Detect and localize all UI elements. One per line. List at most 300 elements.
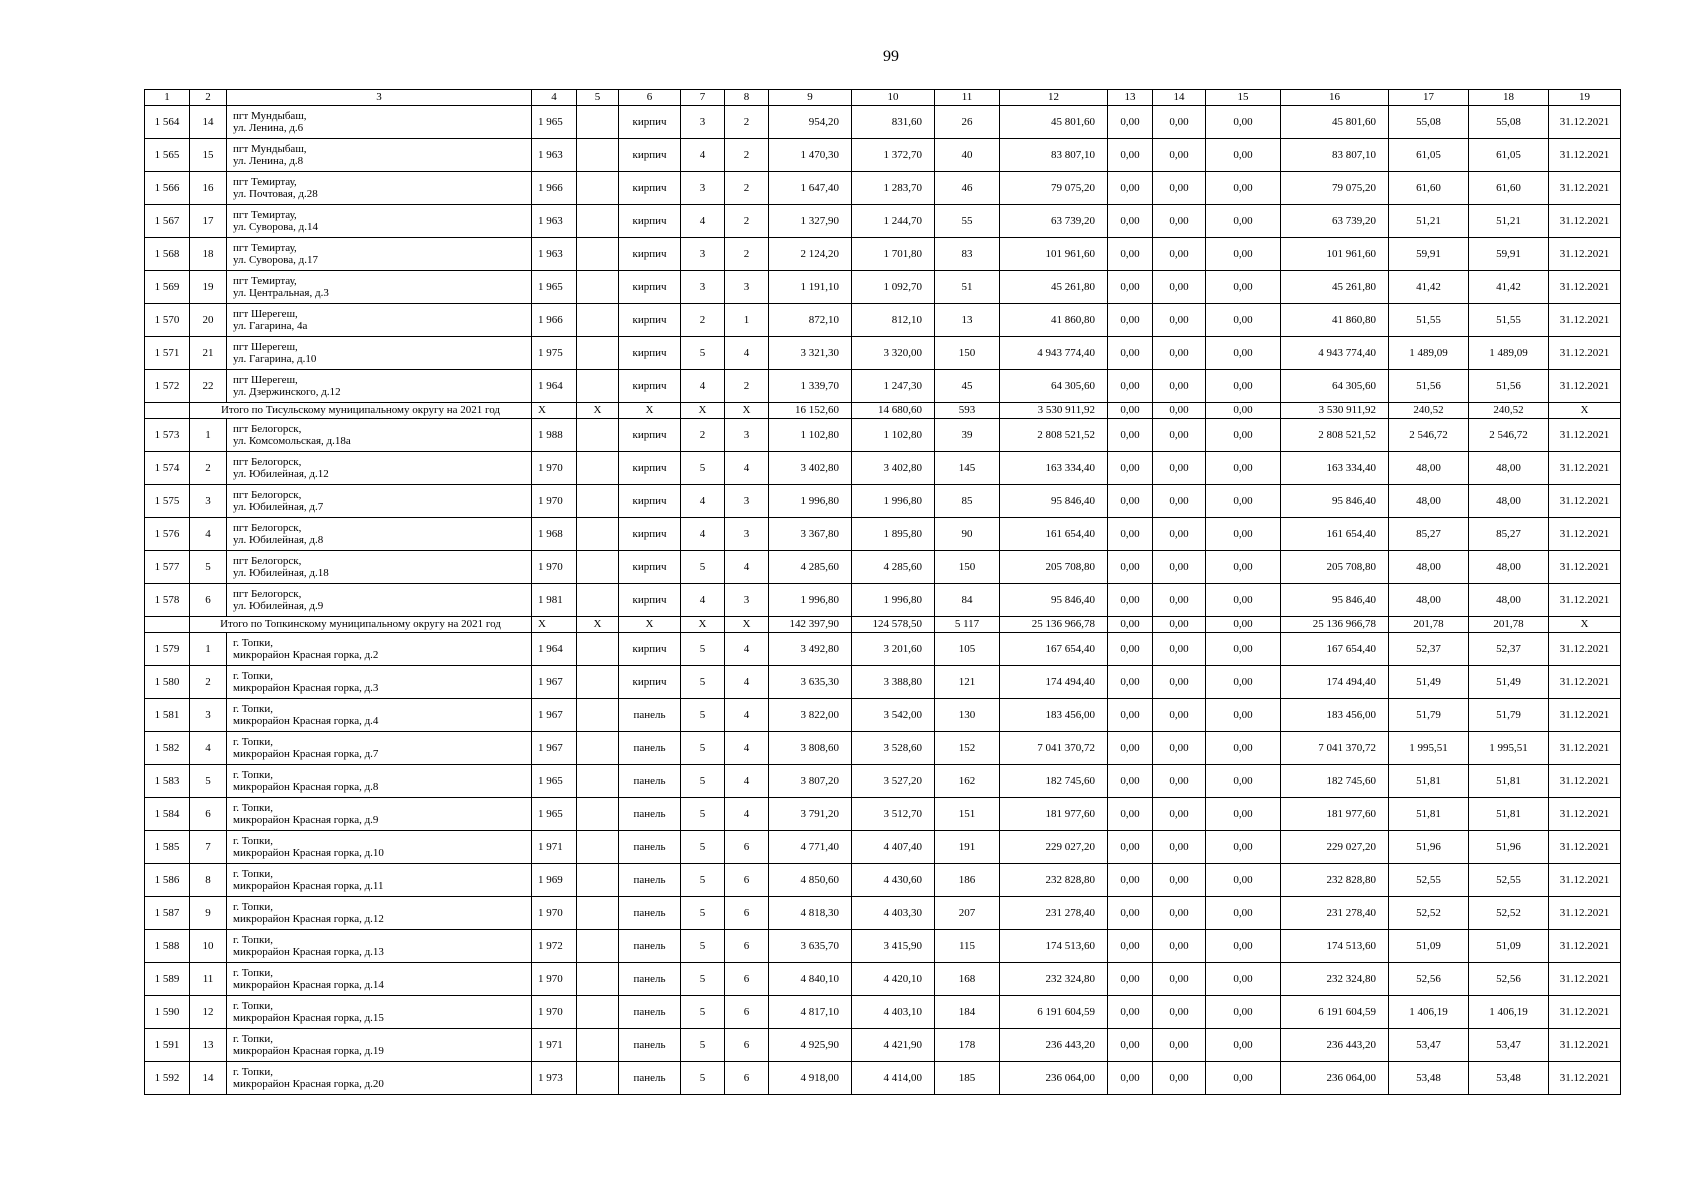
deadline: 31.12.2021 [1549, 139, 1621, 172]
address [227, 205, 532, 238]
max-unit-cost: 1 489,09 [1469, 337, 1549, 370]
table-row [145, 205, 1621, 238]
row-number: 1 569 [145, 271, 190, 304]
total-cost: 229 027,20 [1000, 831, 1108, 864]
total-wall-material: X [619, 617, 681, 633]
col-5 [577, 897, 619, 930]
total-area: 1 327,90 [769, 205, 852, 238]
residents: 13 [935, 304, 1000, 337]
floors: 5 [681, 765, 725, 798]
subject-budget: 0,00 [1153, 897, 1206, 930]
unit-cost: 41,42 [1389, 271, 1469, 304]
address-locality: пгт Белогорск, [233, 456, 302, 468]
col-5 [577, 238, 619, 271]
residents: 207 [935, 897, 1000, 930]
unit-cost: 51,81 [1389, 798, 1469, 831]
residents: 178 [935, 1029, 1000, 1062]
floors: 2 [681, 419, 725, 452]
deadline: 31.12.2021 [1549, 996, 1621, 1029]
subject-budget: 0,00 [1153, 419, 1206, 452]
floors: 5 [681, 996, 725, 1029]
owners-funds: 181 977,60 [1281, 798, 1389, 831]
unit-cost: 61,60 [1389, 172, 1469, 205]
unit-cost: 61,05 [1389, 139, 1469, 172]
fund-cost: 0,00 [1108, 518, 1153, 551]
floors: 5 [681, 963, 725, 996]
unit-cost: 48,00 [1389, 551, 1469, 584]
residents: 83 [935, 238, 1000, 271]
entrances: 3 [725, 584, 769, 617]
address-locality: г. Топки, [233, 868, 274, 880]
total-entrances: X [725, 617, 769, 633]
residents: 130 [935, 699, 1000, 732]
deadline: 31.12.2021 [1549, 518, 1621, 551]
year-built: 1 970 [532, 452, 577, 485]
deadline: 31.12.2021 [1549, 798, 1621, 831]
col-5 [577, 172, 619, 205]
wall-material: кирпич [619, 337, 681, 370]
column-header-13: 13 [1108, 90, 1153, 106]
local-number: 11 [190, 963, 227, 996]
total-area: 954,20 [769, 106, 852, 139]
table-row [145, 419, 1621, 452]
table-row [145, 139, 1621, 172]
fund-cost: 0,00 [1108, 864, 1153, 897]
local-number: 4 [190, 732, 227, 765]
municipal-budget: 0,00 [1206, 864, 1281, 897]
local-number: 14 [190, 106, 227, 139]
local-number: 15 [190, 139, 227, 172]
table-row [145, 1062, 1621, 1095]
address-street: микрорайон Красная горка, д.11 [233, 880, 384, 892]
owners-funds: 161 654,40 [1281, 518, 1389, 551]
row-number: 1 575 [145, 485, 190, 518]
local-number: 18 [190, 238, 227, 271]
column-header-8: 8 [725, 90, 769, 106]
local-number: 19 [190, 271, 227, 304]
row-number: 1 585 [145, 831, 190, 864]
subject-budget: 0,00 [1153, 518, 1206, 551]
deadline: 31.12.2021 [1549, 666, 1621, 699]
max-unit-cost: 51,79 [1469, 699, 1549, 732]
fund-cost: 0,00 [1108, 139, 1153, 172]
owners-funds: 79 075,20 [1281, 172, 1389, 205]
max-unit-cost: 61,05 [1469, 139, 1549, 172]
total-residents: 5 117 [935, 617, 1000, 633]
address-locality: пгт Шерегеш, [233, 308, 298, 320]
entrances: 4 [725, 666, 769, 699]
address [227, 304, 532, 337]
municipal-budget: 0,00 [1206, 304, 1281, 337]
owners-funds: 2 808 521,52 [1281, 419, 1389, 452]
municipal-budget: 0,00 [1206, 106, 1281, 139]
residents: 191 [935, 831, 1000, 864]
address [227, 930, 532, 963]
column-header-12: 12 [1000, 90, 1108, 106]
total-cost: 41 860,80 [1000, 304, 1108, 337]
deadline: 31.12.2021 [1549, 485, 1621, 518]
max-unit-cost: 1 406,19 [1469, 996, 1549, 1029]
unit-cost: 59,91 [1389, 238, 1469, 271]
total-unit-cost: 240,52 [1389, 403, 1469, 419]
column-header-5: 5 [577, 90, 619, 106]
address-locality: г. Топки, [233, 802, 274, 814]
subject-budget: 0,00 [1153, 864, 1206, 897]
address-locality: пгт Темиртау, [233, 242, 297, 254]
living-area: 3 201,60 [852, 633, 935, 666]
total-total-area: 16 152,60 [769, 403, 852, 419]
floors: 4 [681, 518, 725, 551]
municipal-budget: 0,00 [1206, 666, 1281, 699]
floors: 3 [681, 271, 725, 304]
entrances: 3 [725, 485, 769, 518]
max-unit-cost: 51,09 [1469, 930, 1549, 963]
address-street: ул. Юбилейная, д.9 [233, 600, 324, 612]
year-built: 1 965 [532, 798, 577, 831]
municipal-budget: 0,00 [1206, 238, 1281, 271]
max-unit-cost: 55,08 [1469, 106, 1549, 139]
deadline: 31.12.2021 [1549, 1029, 1621, 1062]
floors: 4 [681, 139, 725, 172]
total-cost: 163 334,40 [1000, 452, 1108, 485]
subject-budget: 0,00 [1153, 666, 1206, 699]
residents: 121 [935, 666, 1000, 699]
year-built: 1 971 [532, 1029, 577, 1062]
total-cost: 2 808 521,52 [1000, 419, 1108, 452]
row-number: 1 582 [145, 732, 190, 765]
col-5 [577, 205, 619, 238]
wall-material: панель [619, 963, 681, 996]
total-area: 4 818,30 [769, 897, 852, 930]
year-built: 1 963 [532, 238, 577, 271]
address [227, 370, 532, 403]
table-row [145, 666, 1621, 699]
municipal-budget: 0,00 [1206, 699, 1281, 732]
living-area: 1 996,80 [852, 584, 935, 617]
owners-funds: 229 027,20 [1281, 831, 1389, 864]
year-built: 1 969 [532, 864, 577, 897]
entrances: 3 [725, 419, 769, 452]
owners-funds: 231 278,40 [1281, 897, 1389, 930]
address [227, 452, 532, 485]
floors: 5 [681, 831, 725, 864]
wall-material: кирпич [619, 452, 681, 485]
address-locality: пгт Белогорск, [233, 489, 302, 501]
col-5 [577, 485, 619, 518]
local-number: 6 [190, 798, 227, 831]
living-area: 1 102,80 [852, 419, 935, 452]
address [227, 831, 532, 864]
subject-budget: 0,00 [1153, 798, 1206, 831]
year-built: 1 966 [532, 172, 577, 205]
col-5 [577, 106, 619, 139]
entrances: 6 [725, 1029, 769, 1062]
max-unit-cost: 61,60 [1469, 172, 1549, 205]
max-unit-cost: 51,96 [1469, 831, 1549, 864]
local-number: 1 [190, 633, 227, 666]
address [227, 996, 532, 1029]
address [227, 584, 532, 617]
wall-material: кирпич [619, 205, 681, 238]
row-number: 1 567 [145, 205, 190, 238]
deadline: 31.12.2021 [1549, 1062, 1621, 1095]
unit-cost: 1 489,09 [1389, 337, 1469, 370]
living-area: 4 407,40 [852, 831, 935, 864]
total-residents: 593 [935, 403, 1000, 419]
total-area: 1 191,10 [769, 271, 852, 304]
address-street: микрорайон Красная горка, д.20 [233, 1078, 384, 1090]
total-area: 872,10 [769, 304, 852, 337]
unit-cost: 48,00 [1389, 485, 1469, 518]
wall-material: кирпич [619, 172, 681, 205]
total-cost: 182 745,60 [1000, 765, 1108, 798]
max-unit-cost: 53,47 [1469, 1029, 1549, 1062]
col-5 [577, 666, 619, 699]
address-street: ул. Юбилейная, д.18 [233, 567, 329, 579]
deadline: 31.12.2021 [1549, 304, 1621, 337]
local-number: 1 [190, 419, 227, 452]
fund-cost: 0,00 [1108, 337, 1153, 370]
subject-budget: 0,00 [1153, 238, 1206, 271]
owners-funds: 167 654,40 [1281, 633, 1389, 666]
residents: 115 [935, 930, 1000, 963]
col-5 [577, 765, 619, 798]
owners-funds: 41 860,80 [1281, 304, 1389, 337]
total-year-built: X [532, 617, 577, 633]
total-area: 1 339,70 [769, 370, 852, 403]
floors: 5 [681, 699, 725, 732]
year-built: 1 971 [532, 831, 577, 864]
living-area: 1 283,70 [852, 172, 935, 205]
fund-cost: 0,00 [1108, 419, 1153, 452]
total-area: 2 124,20 [769, 238, 852, 271]
row-number: 1 571 [145, 337, 190, 370]
address [227, 485, 532, 518]
row-number: 1 589 [145, 963, 190, 996]
municipal-budget: 0,00 [1206, 633, 1281, 666]
owners-funds: 63 739,20 [1281, 205, 1389, 238]
wall-material: кирпич [619, 666, 681, 699]
row-number: 1 576 [145, 518, 190, 551]
address [227, 271, 532, 304]
residents: 185 [935, 1062, 1000, 1095]
col-5 [577, 304, 619, 337]
municipal-budget: 0,00 [1206, 765, 1281, 798]
address-locality: г. Топки, [233, 670, 274, 682]
floors: 2 [681, 304, 725, 337]
municipal-budget: 0,00 [1206, 452, 1281, 485]
residents: 151 [935, 798, 1000, 831]
entrances: 4 [725, 633, 769, 666]
total-col-5: X [577, 617, 619, 633]
year-built: 1 968 [532, 518, 577, 551]
total-cost: 64 305,60 [1000, 370, 1108, 403]
unit-cost: 52,52 [1389, 897, 1469, 930]
residents: 150 [935, 337, 1000, 370]
address-street: ул. Суворова, д.17 [233, 254, 318, 266]
total-cost: 63 739,20 [1000, 205, 1108, 238]
local-number: 5 [190, 551, 227, 584]
owners-funds: 6 191 604,59 [1281, 996, 1389, 1029]
wall-material: кирпич [619, 485, 681, 518]
total-area: 4 771,40 [769, 831, 852, 864]
max-unit-cost: 1 995,51 [1469, 732, 1549, 765]
municipal-budget: 0,00 [1206, 370, 1281, 403]
fund-cost: 0,00 [1108, 271, 1153, 304]
wall-material: кирпич [619, 370, 681, 403]
subject-budget: 0,00 [1153, 633, 1206, 666]
living-area: 4 421,90 [852, 1029, 935, 1062]
residents: 145 [935, 452, 1000, 485]
total-cost: 7 041 370,72 [1000, 732, 1108, 765]
address-locality: пгт Белогорск, [233, 522, 302, 534]
subject-budget: 0,00 [1153, 1029, 1206, 1062]
total-area: 3 635,70 [769, 930, 852, 963]
total-cost: 236 064,00 [1000, 1062, 1108, 1095]
entrances: 4 [725, 699, 769, 732]
year-built: 1 967 [532, 699, 577, 732]
living-area: 1 701,80 [852, 238, 935, 271]
living-area: 1 996,80 [852, 485, 935, 518]
wall-material: кирпич [619, 518, 681, 551]
living-area: 3 542,00 [852, 699, 935, 732]
floors: 5 [681, 1029, 725, 1062]
address-street: ул. Комсомольская, д.18а [233, 435, 351, 447]
subject-budget: 0,00 [1153, 732, 1206, 765]
floors: 5 [681, 452, 725, 485]
wall-material: кирпич [619, 238, 681, 271]
deadline: 31.12.2021 [1549, 584, 1621, 617]
district-total-row [145, 617, 1621, 633]
total-fund-cost: 0,00 [1108, 403, 1153, 419]
owners-funds: 95 846,40 [1281, 584, 1389, 617]
wall-material: кирпич [619, 633, 681, 666]
living-area: 4 285,60 [852, 551, 935, 584]
fund-cost: 0,00 [1108, 370, 1153, 403]
year-built: 1 981 [532, 584, 577, 617]
address-street: микрорайон Красная горка, д.4 [233, 715, 379, 727]
living-area: 812,10 [852, 304, 935, 337]
fund-cost: 0,00 [1108, 765, 1153, 798]
municipal-budget: 0,00 [1206, 996, 1281, 1029]
owners-funds: 183 456,00 [1281, 699, 1389, 732]
total-area: 3 492,80 [769, 633, 852, 666]
year-built: 1 970 [532, 996, 577, 1029]
year-built: 1 967 [532, 732, 577, 765]
table-body [145, 90, 1621, 1095]
living-area: 4 403,30 [852, 897, 935, 930]
municipal-budget: 0,00 [1206, 732, 1281, 765]
address [227, 864, 532, 897]
address-street: микрорайон Красная горка, д.13 [233, 946, 384, 958]
column-header-15: 15 [1206, 90, 1281, 106]
total-owners-funds: 25 136 966,78 [1281, 617, 1389, 633]
total-living-area: 124 578,50 [852, 617, 935, 633]
floors: 4 [681, 485, 725, 518]
residents: 186 [935, 864, 1000, 897]
municipal-budget: 0,00 [1206, 831, 1281, 864]
address [227, 699, 532, 732]
column-header-17: 17 [1389, 90, 1469, 106]
local-number: 7 [190, 831, 227, 864]
owners-funds: 4 943 774,40 [1281, 337, 1389, 370]
residents: 152 [935, 732, 1000, 765]
total-area: 3 822,00 [769, 699, 852, 732]
total-area: 3 635,30 [769, 666, 852, 699]
total-unit-cost: 201,78 [1389, 617, 1469, 633]
address-locality: г. Топки, [233, 1066, 274, 1078]
table-row [145, 370, 1621, 403]
entrances: 2 [725, 106, 769, 139]
total-cost: 45 801,60 [1000, 106, 1108, 139]
entrances: 4 [725, 798, 769, 831]
living-area: 3 527,20 [852, 765, 935, 798]
local-number: 4 [190, 518, 227, 551]
fund-cost: 0,00 [1108, 930, 1153, 963]
floors: 3 [681, 238, 725, 271]
address [227, 139, 532, 172]
column-header-4: 4 [532, 90, 577, 106]
address [227, 633, 532, 666]
address-locality: г. Топки, [233, 1033, 274, 1045]
total-area: 1 647,40 [769, 172, 852, 205]
municipal-budget: 0,00 [1206, 1062, 1281, 1095]
owners-funds: 182 745,60 [1281, 765, 1389, 798]
address-street: ул. Центральная, д.3 [233, 287, 329, 299]
unit-cost: 52,37 [1389, 633, 1469, 666]
wall-material: панель [619, 1029, 681, 1062]
address-street: микрорайон Красная горка, д.19 [233, 1045, 384, 1057]
total-cost: 232 828,80 [1000, 864, 1108, 897]
address-street: ул. Юбилейная, д.7 [233, 501, 324, 513]
total-subject-budget: 0,00 [1153, 403, 1206, 419]
year-built: 1 970 [532, 897, 577, 930]
year-built: 1 970 [532, 551, 577, 584]
address [227, 337, 532, 370]
municipal-budget: 0,00 [1206, 963, 1281, 996]
year-built: 1 970 [532, 963, 577, 996]
subject-budget: 0,00 [1153, 304, 1206, 337]
address-street: микрорайон Красная горка, д.3 [233, 682, 379, 694]
total-area: 3 791,20 [769, 798, 852, 831]
living-area: 1 244,70 [852, 205, 935, 238]
subject-budget: 0,00 [1153, 699, 1206, 732]
total-total-area: 142 397,90 [769, 617, 852, 633]
address [227, 666, 532, 699]
unit-cost: 53,48 [1389, 1062, 1469, 1095]
year-built: 1 966 [532, 304, 577, 337]
entrances: 6 [725, 1062, 769, 1095]
table-row [145, 172, 1621, 205]
total-area: 1 102,80 [769, 419, 852, 452]
address-locality: пгт Белогорск, [233, 423, 302, 435]
unit-cost: 52,56 [1389, 963, 1469, 996]
local-number: 17 [190, 205, 227, 238]
residents: 40 [935, 139, 1000, 172]
row-number: 1 591 [145, 1029, 190, 1062]
column-header-16: 16 [1281, 90, 1389, 106]
entrances: 3 [725, 271, 769, 304]
total-area: 1 996,80 [769, 485, 852, 518]
floors: 3 [681, 106, 725, 139]
total-deadline: X [1549, 403, 1621, 419]
fund-cost: 0,00 [1108, 584, 1153, 617]
table-row [145, 897, 1621, 930]
fund-cost: 0,00 [1108, 452, 1153, 485]
unit-cost: 52,55 [1389, 864, 1469, 897]
residents: 46 [935, 172, 1000, 205]
year-built: 1 988 [532, 419, 577, 452]
